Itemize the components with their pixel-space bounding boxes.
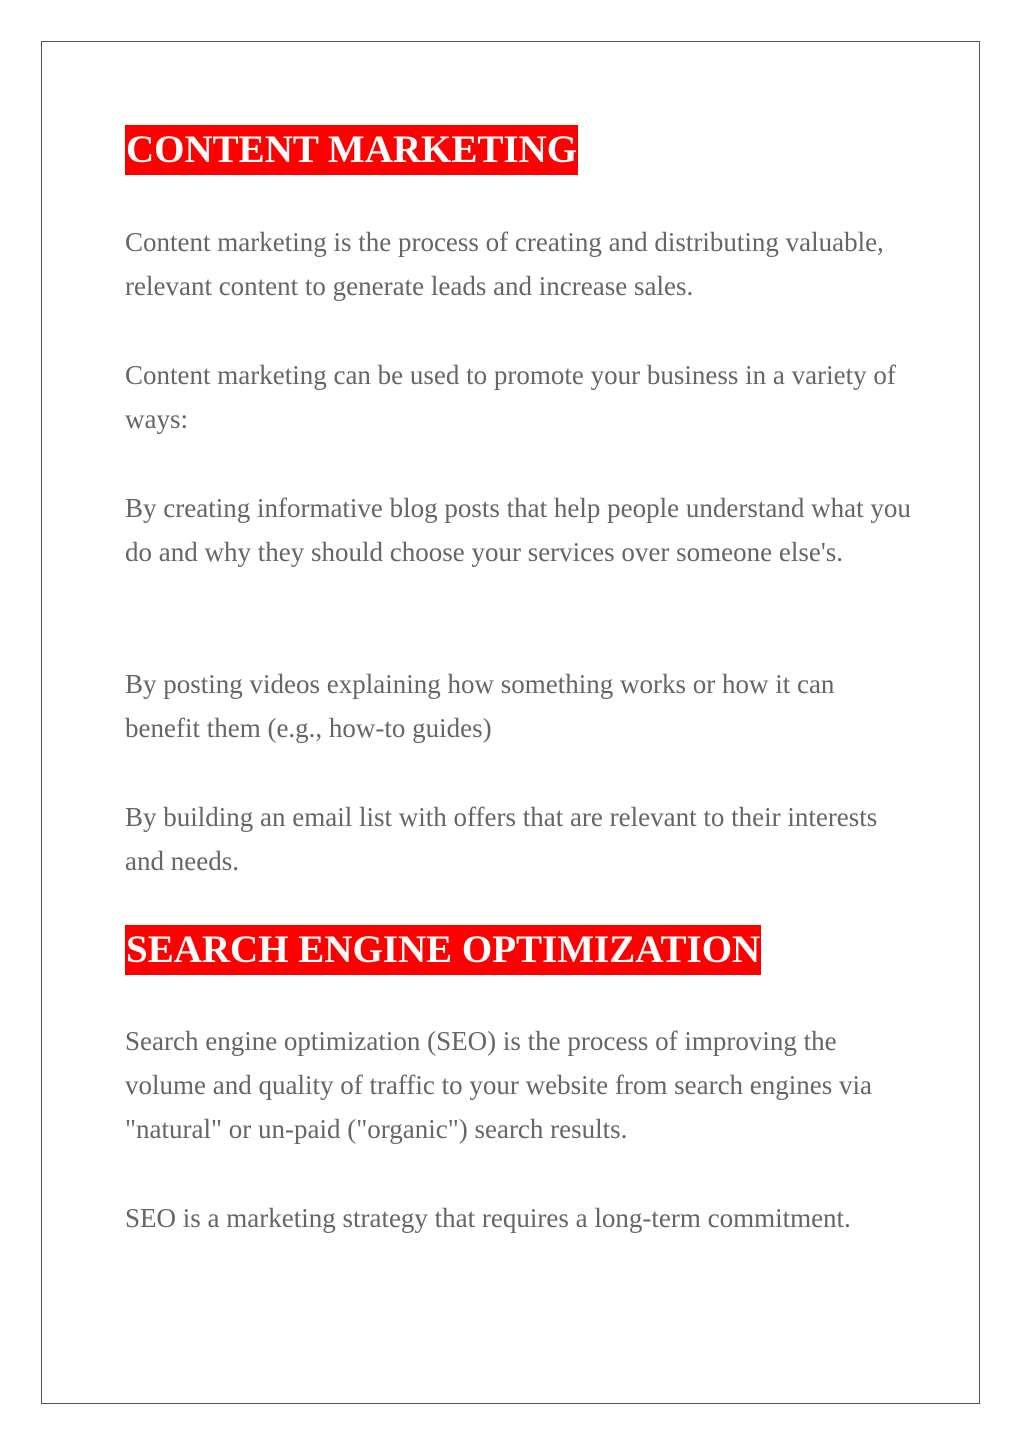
paragraph: By posting videos explaining how something works or how it can benefit them (e.g., how-to guides) [125,669,835,743]
paragraph: Content marketing can be used to promote your business in a variety of ways: [125,360,896,434]
paragraph: By building an email list with offers that are relevant to their interests and needs. [125,802,878,876]
paragraph: Content marketing is the process of creating and distributing valuable, relevant content to generate leads and increase sales. [125,227,884,301]
section-heading-seo: SEARCH ENGINE OPTIMIZATION [125,925,761,975]
paragraph: By creating informative blog posts that help people understand what you do and why they should choose your services over someone else's. [125,493,911,567]
document-page [41,41,980,1404]
paragraph: SEO is a marketing strategy that requires a long-term commitment. [125,1203,851,1233]
paragraph: Search engine optimization (SEO) is the process of improving the volume and quality of traffic to your website from search engines via "natural" or un-paid ("organic") search results. [125,1026,873,1144]
section-heading-content-marketing: CONTENT MARKETING [125,125,578,175]
